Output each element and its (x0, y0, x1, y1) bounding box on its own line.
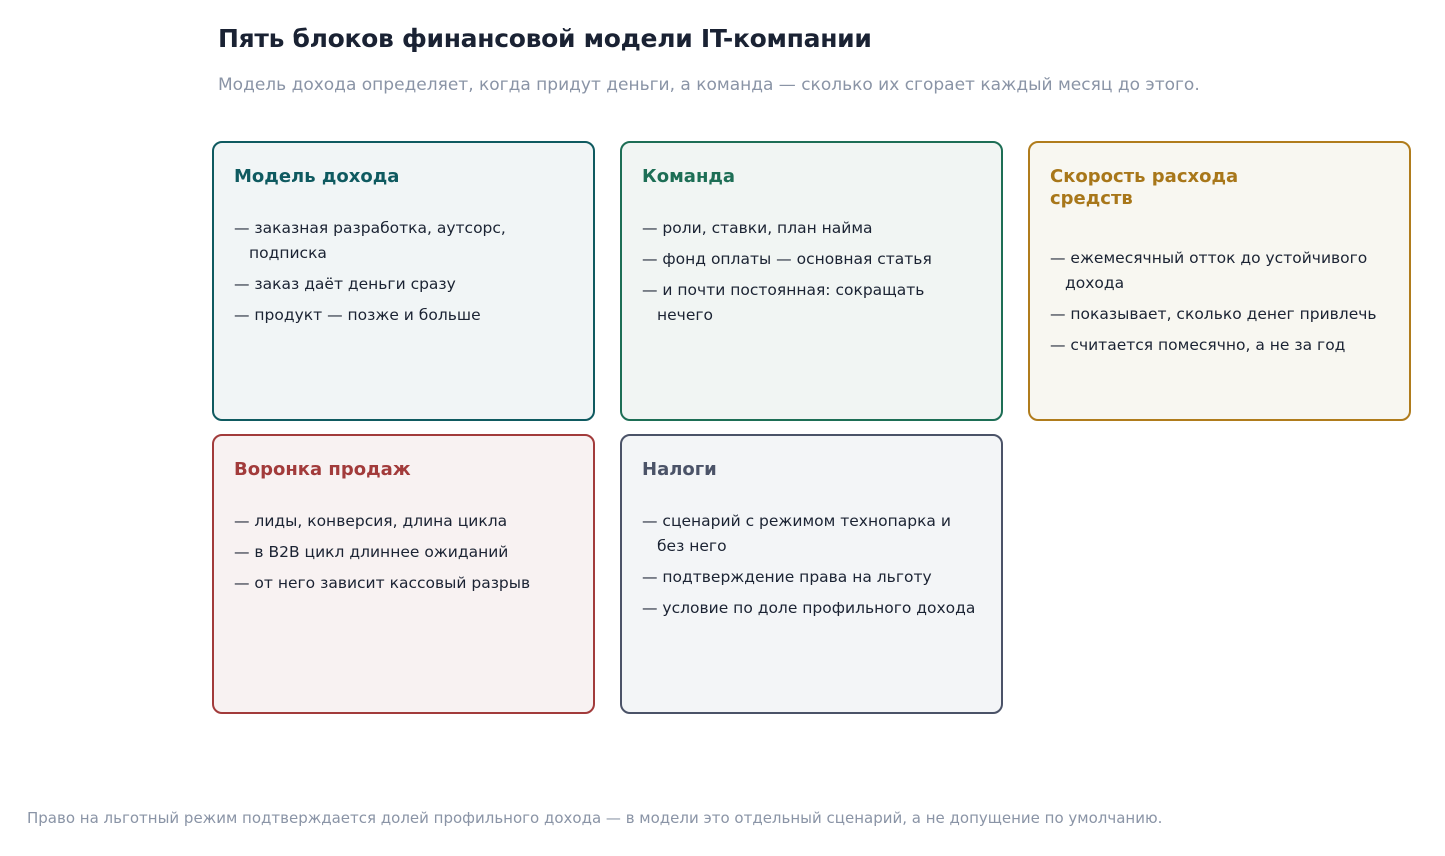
card-item: — роли, ставки, план найма (642, 219, 873, 237)
card-title: Скорость расхода средств (1050, 166, 1239, 209)
card-item-list (1050, 246, 1389, 358)
card-sales-funnel (212, 434, 595, 714)
card-title: Команда (642, 166, 736, 187)
card-item: — от него зависит кассовый разрыв (234, 574, 531, 592)
card-item: — условие по доле профильного дохода (642, 599, 976, 617)
card-item: — показывает, сколько денег привлечь (1050, 305, 1377, 323)
card-item-list (642, 216, 981, 328)
card-title: Воронка продаж (234, 459, 411, 480)
card-item-list (642, 509, 981, 621)
card-title: Налоги (642, 459, 717, 480)
footnote: Право на льготный режим подтверждается долей профильного дохода — в модели это отдельный сценарий, а не допущение по умолчанию. (27, 809, 1163, 827)
card-item: — фонд оплаты — основная статья (642, 250, 932, 268)
card-item-list (234, 216, 573, 328)
page-subtitle: Модель дохода определяет, когда придут деньги, а команда — сколько их сгорает каждый месяц до этого. (218, 75, 1200, 95)
card-item: — лиды, конверсия, длина цикла (234, 512, 508, 530)
card-taxes (620, 434, 1003, 714)
card-item: — сценарий с режимом технопарка и без него (642, 512, 951, 555)
page-title: Пять блоков финансовой модели IT-компании (218, 24, 872, 53)
card-item: — заказная разработка, аутсорс, подписка (234, 219, 506, 262)
card-item: — заказ даёт деньги сразу (234, 275, 456, 293)
card-revenue-model (212, 141, 595, 421)
card-title: Модель дохода (234, 166, 400, 187)
card-item: — ежемесячный отток до устойчивого дохода (1050, 249, 1368, 292)
card-item: — считается помесячно, а не за год (1050, 336, 1346, 354)
card-team (620, 141, 1003, 421)
card-item: — продукт — позже и больше (234, 306, 481, 324)
card-item: — и почти постоянная: сокращать нечего (642, 281, 925, 324)
card-item-list (234, 509, 573, 596)
card-item: — подтверждение права на льготу (642, 568, 932, 586)
card-item: — в B2B цикл длиннее ожиданий (234, 543, 509, 561)
card-burn-rate (1028, 141, 1411, 421)
